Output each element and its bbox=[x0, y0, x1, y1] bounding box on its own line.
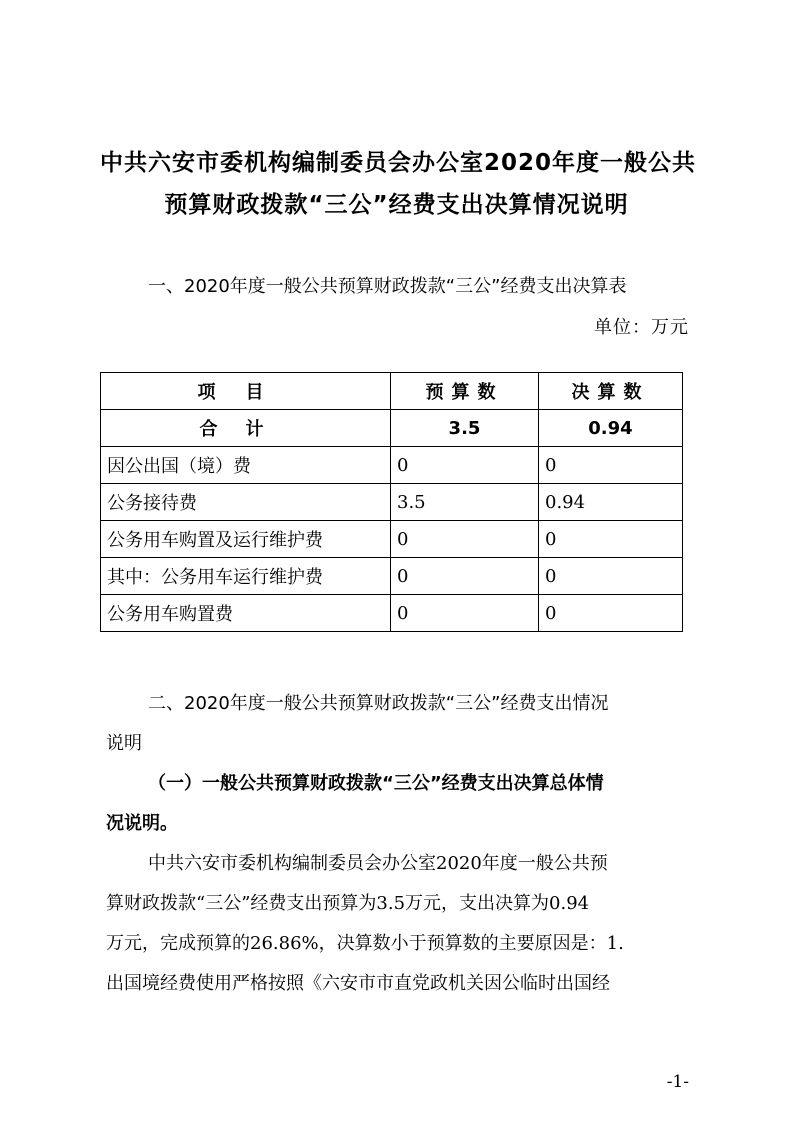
page-number: -1- bbox=[666, 1072, 689, 1092]
row-budget: 0 bbox=[391, 595, 539, 632]
total-actual: 0.94 bbox=[539, 410, 683, 447]
three-public-expenses-table bbox=[100, 372, 683, 632]
row-label: 公务用车购置费 bbox=[101, 595, 391, 632]
body-line-4: 出国境经费使用严格按照《六安市市直党政机关因公临时出国经 bbox=[106, 973, 610, 994]
total-budget: 3.5 bbox=[391, 410, 539, 447]
table-header-row bbox=[101, 373, 683, 410]
row-budget: 0 bbox=[391, 521, 539, 558]
row-budget: 0 bbox=[391, 447, 539, 484]
title-line-1: 中共六安市委机构编制委员会办公室2020年度一般公共 bbox=[100, 150, 697, 176]
subsection-1-heading-line-1: （一）一般公共预算财政拨款“三公”经费支出决算总体情 bbox=[148, 773, 604, 794]
header-actual: 决算数 bbox=[539, 373, 683, 410]
subsection-1-heading bbox=[106, 764, 690, 844]
subsection-1-heading-line-2: 况说明。 bbox=[106, 813, 178, 834]
row-actual: 0 bbox=[539, 558, 683, 595]
table-total-row bbox=[101, 410, 683, 447]
row-actual: 0 bbox=[539, 595, 683, 632]
body-line-3: 万元，完成预算的26.86%，决算数小于预算数的主要原因是：1. bbox=[106, 933, 624, 954]
row-label: 公务接待费 bbox=[101, 484, 391, 521]
row-label: 因公出国（境）费 bbox=[101, 447, 391, 484]
row-actual: 0 bbox=[539, 521, 683, 558]
table-row bbox=[101, 595, 683, 632]
table-row bbox=[101, 484, 683, 521]
body-line-1: 中共六安市委机构编制委员会办公室2020年度一般公共预 bbox=[148, 853, 608, 874]
row-label: 公务用车购置及运行维护费 bbox=[101, 521, 391, 558]
row-budget: 0 bbox=[391, 558, 539, 595]
body-line-2: 算财政拨款“三公”经费支出预算为3.5万元，支出决算为0.94 bbox=[106, 893, 590, 914]
table-row bbox=[101, 447, 683, 484]
total-label: 合计 bbox=[101, 410, 391, 447]
body-paragraph bbox=[106, 844, 690, 1004]
table-row bbox=[101, 521, 683, 558]
title-line-2: 预算财政拨款“三公”经费支出决算情况说明 bbox=[164, 192, 629, 218]
header-budget: 预算数 bbox=[391, 373, 539, 410]
section-2-heading-line-1: 二、2020年度一般公共预算财政拨款“三公”经费支出情况 bbox=[148, 693, 609, 714]
unit-label: 单位：万元 bbox=[594, 317, 689, 338]
section-2-heading bbox=[106, 684, 690, 764]
row-label: 其中：公务用车运行维护费 bbox=[101, 558, 391, 595]
document-title bbox=[100, 142, 697, 226]
section-2-heading-line-2: 说明 bbox=[106, 733, 142, 754]
row-budget: 3.5 bbox=[391, 484, 539, 521]
row-actual: 0 bbox=[539, 447, 683, 484]
row-actual: 0.94 bbox=[539, 484, 683, 521]
section-1-heading: 一、2020年度一般公共预算财政拨款“三公”经费支出决算表 bbox=[148, 276, 627, 297]
header-item: 项目 bbox=[101, 373, 391, 410]
table-row bbox=[101, 558, 683, 595]
